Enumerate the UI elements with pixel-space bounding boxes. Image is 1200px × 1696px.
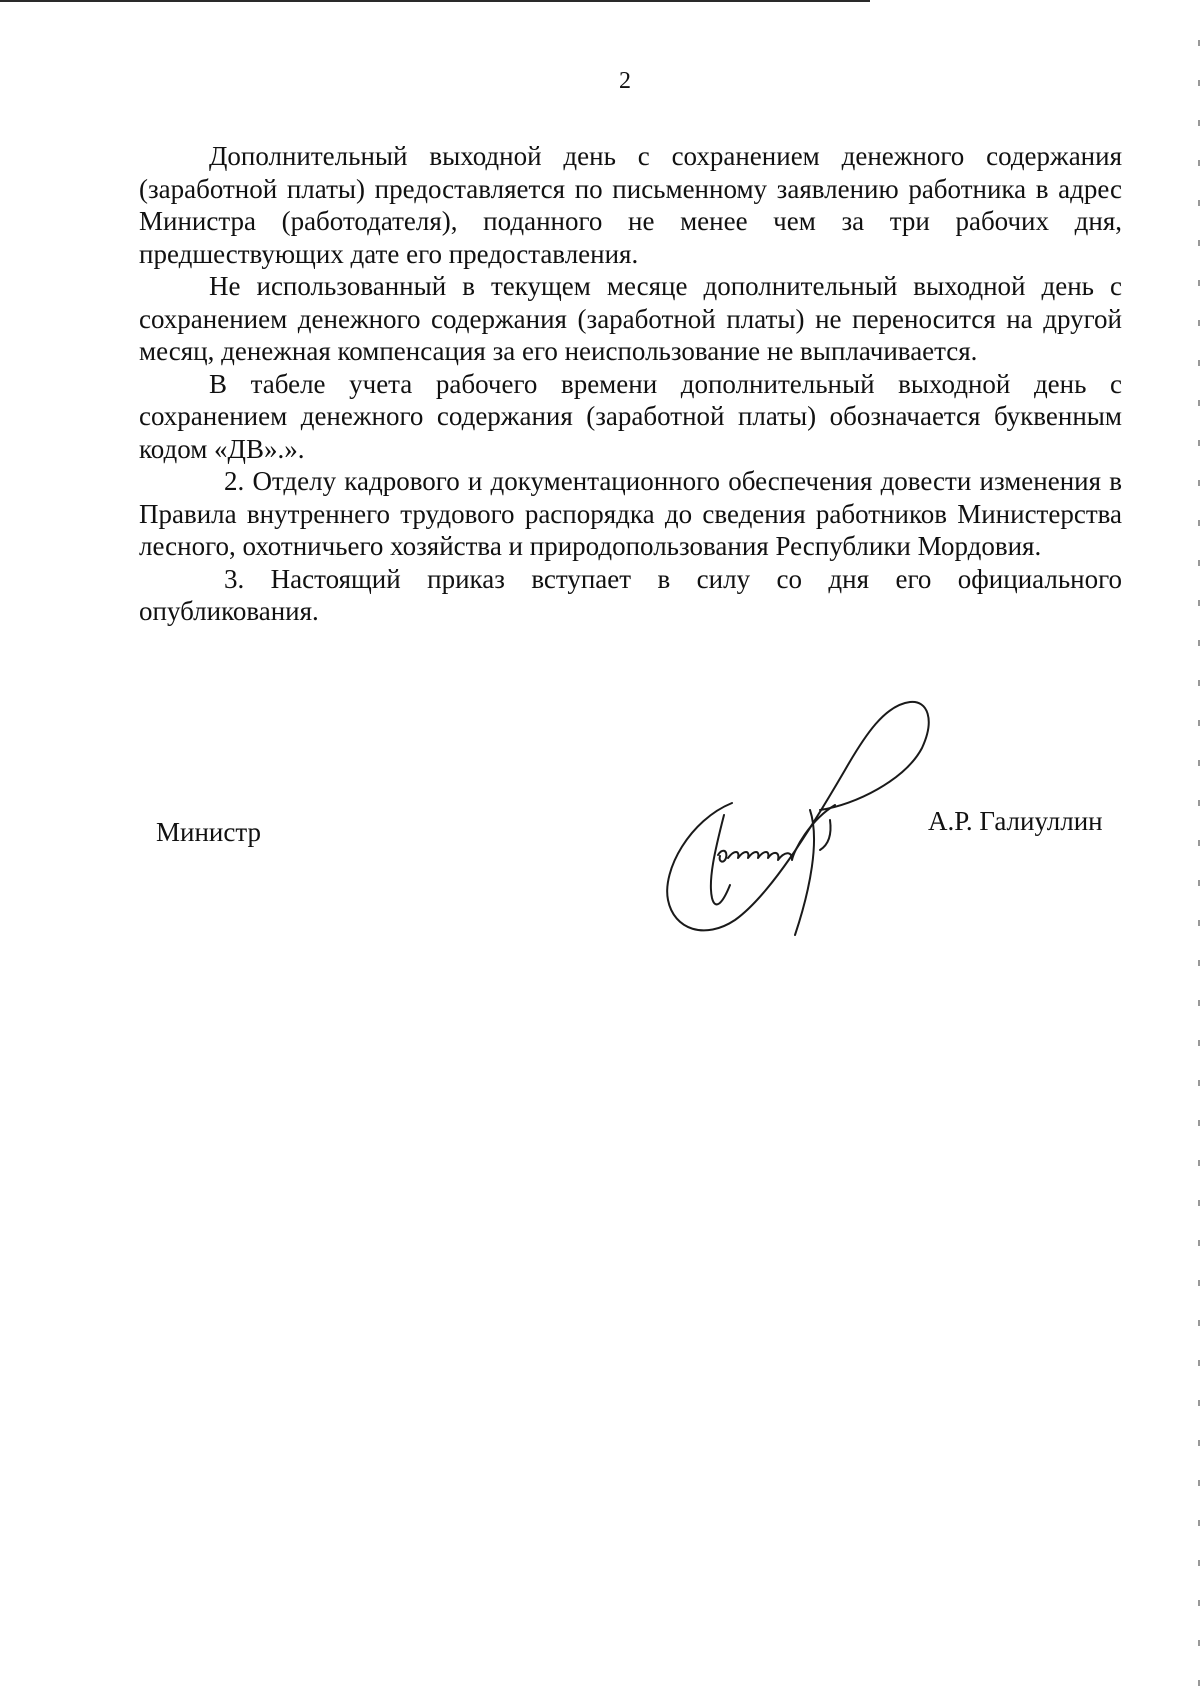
signatory-title: Министр — [156, 817, 261, 847]
paragraph-unused-day: Не использованный в текущем месяце дополнительный выходной день с сохранением денежного содержания (заработной платы) не переносится на другой месяц, денежная компенсация за его неиспользование не выплачивается. — [139, 271, 1122, 366]
signatory-name: А.Р. Галиуллин — [928, 806, 1103, 836]
paragraph-extra-day-request: Дополнительный выходной день с сохранением денежного содержания (заработной платы) предоставляется по письменному заявлению работника в адрес Министра (работодателя), поданного не менее чем за три рабочих дня, предшествующих дате его предоставления. — [139, 141, 1122, 269]
document-body — [139, 140, 1122, 628]
handwritten-signature — [660, 700, 950, 940]
paragraph-timesheet-code: В табеле учета рабочего времени дополнительный выходной день с сохранением денежного содержания (заработной платы) обозначается буквенным кодом «ДВ».». — [139, 368, 1122, 464]
page-number: 2 — [619, 68, 631, 94]
scan-top-edge — [0, 0, 870, 2]
paragraph-item-2: 2. Отделу кадрового и документационного обеспечения довести изменения в Правила внутреннего трудового распорядка до сведения работников Министерства лесного, охотничьего хозяйства и природопользования Республики Мордовия. — [139, 466, 1122, 561]
paragraph-item-3: 3. Настоящий приказ вступает в силу со дня его официального опубликования. — [139, 563, 1122, 626]
